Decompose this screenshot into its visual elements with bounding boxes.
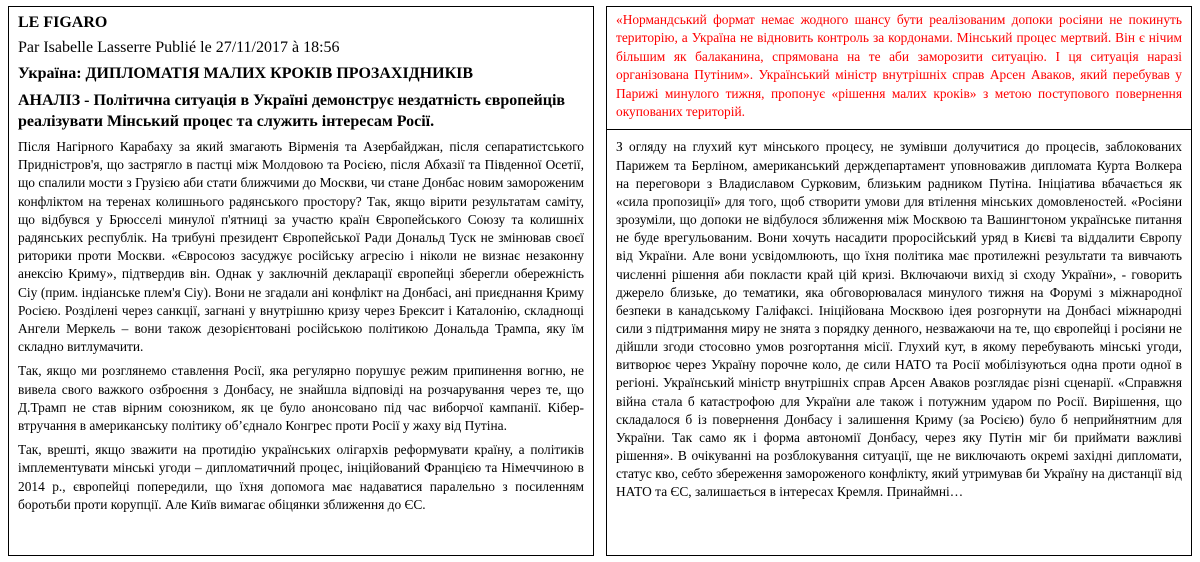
body-paragraph-1: Після Нагірного Карабаху за який змагають Вірменія та Азербайджан, після сепаратистського Придністров'я, що застрягло в пастці між Молдовою та Росією, після Абхазії та Південної Осетії, що спалили мости з Грузією аби стати ближчими до Москви, чи стане Донбас новим замороженим конфліктом на теренах колишнього радянського простору? Так, якщо вірити результатам саміту, що відбувся у Брюсселі минулої п'ятниці за участю країн Європейського Союзу та колишніх радянських республік. На трибуні президент Європейської Ради Дональд Туск не змінював своєї риторики проти Москви. «Євросоюз засуджує російську агресію і ніколи не визнає незаконну анексію Криму», підтвердив він. Однак у заключній декларації європейці зберегли обережність Сіу (прим. індіанське плем'я Сіу). Вони не згадали ані конфлікт на Донбасі, ані приєднання Криму Росією. Розділені через санкції, загнані у внутрішню кризу через Брексит і Каталонію, складнощі Ангели Меркель – вони також дезорієнтовані російською політикою Дональда Трампа, яку їм складно витлумачити. (18, 139, 584, 355)
headline: Україна: ДИПЛОМАТІЯ МАЛИХ КРОКІВ ПРОЗАХІДНИКІВ (18, 65, 474, 82)
body-paragraph-2: Так, якщо ми розглянемо ставлення Росії, яка регулярно порушує режим припинення вогню, не вивела свого важкого озброєння з Донбасу, не знайшла відповіді на розчарування через те, що Д.Трамп не став вірним союзником, як це було анонсовано під час виборчої кампанії. Кібер-втручання в американську політику об’єднало Конгрес проти Росії у жаху від Путіна. (18, 363, 584, 434)
masthead: LE FIGARO (18, 14, 108, 31)
right-body-paragraph: З огляду на глухий кут мінського процесу, не зумівши долучитися до процесів, заблокованих Парижем та Берліном, американський держдепартамент уповноважив дипломата Курта Волкера на переговори з Владиславом Сурковим, близьким радником Путіна. Ініціатива вбачається як «сила пропозиції» для того, щоб створити умови для втілення мінських домовленостей. «Росіяни зрозуміли, що допоки не відбулося зближення між Москвою та Вашингтоном українське питання не буде врегульованим. Вони хочуть насадити проросійський уряд в Києві та віддалити Європу від України. Але вони усвідомлюють, що їхня політика має протилежні результати та вивчають численні рішення аби покласти край цій кризі. Включаючи вихід зі сходу України», - говорить джерело близьке, до тематики, яка обговорювалася минулого тижня на Форумі з міжнародної безпеки в канадському Галіфаксі. Ініційована Москвою ідея розгорнути на Донбасі міжнародні сили з підтримання миру не знята з порядку денного, незважаючи на те, що європейці і росіяни не дійшли згоди стосовно умов розгортання місії. Глухий кут, в якому перебувають мінські угоди, витворює через Україну порочне коло, де сили НАТО та Росії мобілізуються одна проти одної в регіоні. Український міністр внутрішніх справ Арсен Аваков розглядає різні сценарії. «Справжня війна стала б катастрофою для України але також і потужним ударом по Росії. Вирішення, що складалося б із повернення Донбасу і залишення Криму (за Росією) було б неприйнятним для України. Так само як і форма автономії Донбасу, через яку Путін міг би приймати важливі рішення». В очікуванні на розблокування ситуації, ще не виключають окремі західні дипломати, статус кво, себто збереження замороженого конфлікту, який утримував би Україну на дистанції від НАТО та ЄС, залишається в інтересах Кремля. Принаймні… (616, 139, 1182, 500)
right-column (606, 6, 1192, 556)
column-divider (607, 129, 1191, 130)
left-column (8, 6, 594, 556)
byline: Par Isabelle Lasserre Publié le 27/11/2017 à 18:56 (18, 39, 340, 56)
lead-paragraph: АНАЛІЗ - Політична ситуація в Україні демонструє нездатність європейців реалізувати Мінський процес та служить інтересам Росії. (18, 92, 566, 130)
highlight-quote: «Нормандський формат немає жодного шансу бути реалізованим допоки росіяни не покинуть територію, а Україна не відновить контроль за кордонами. Мінський процес мертвий. Він є нічим більшим як балаканина, спрямована на те аби заморозити ситуацію. І ця ситуація наразі організована Путіним». Український міністр внутрішніх справ Арсен Аваков, який перебував у Парижі минулого тижня, пропонує «рішення малих кроків» з метою поступового повернення окупованих територій. (616, 12, 1182, 120)
body-paragraph-3: Так, врешті, якщо зважити на протидію українських олігархів реформувати країну, а політиків імплементувати мінські угоди – дипломатичний процес, ініційований Францією та Німеччиною в 2014 р., європейці попередили, що їхня допомога має надаватися паралельно з посиленням боротьби проти корупції. Але Київ вимагає обіцянки зближення до ЄС. (18, 442, 584, 512)
